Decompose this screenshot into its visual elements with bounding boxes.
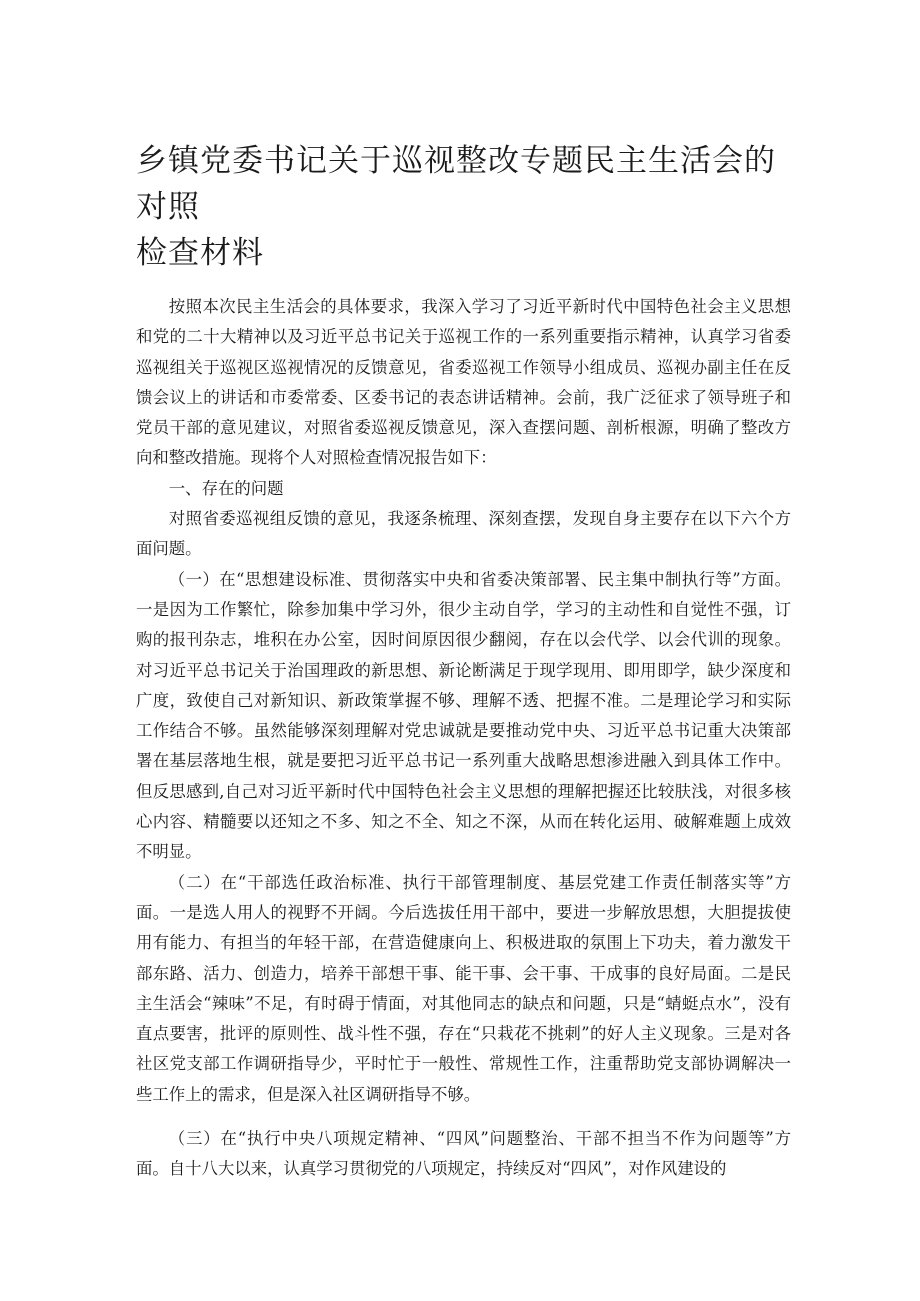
item-1-paragraph: （一）在“思想建设标准、贯彻落实中央和省委决策部署、民主集中制执行等”方面。一是因为工作繁忙，除参加集中学习外，很少主动自学，学习的主动性和自觉性不强，订购的报刊杂志，堆积在办公室，因时间原因很少翻阅，存在以会代学、以会代训的现象。对习近平总书记关于治国理政的新思想、新论断满足于现学现用、即用即学，缺少深度和广度，致使自己对新知识、新政策掌握不够、理解不透、把握不准。二是理论学习和实际工作结合不够。虽然能够深刻理解对党忠诚就是要推动党中央、习近平总书记重大决策部署在基层落地生根，就是要把习近平总书记一系列重大战略思想渗进融入到具体工作中。但反思感到,自己对习近平新时代中国特色社会主义思想的理解把握还比较肤浅，对很多核心内容、精髓要以还知之不多、知之不全、知之不深，从而在转化运用、破解难题上成效不明显。 [136,569,791,862]
item-3-paragraph: （三）在“执行中央八项规定精神、“四风”问题整治、干部不担当不作为问题等”方面。自十八大以来，认真学习贯彻党的八项规定，持续反对“四风”，对作风建设的 [136,1129,791,1179]
item-2-paragraph: （二）在“干部选任政治标准、执行干部管理制度、基层党建工作责任制落实等”方面。一是选人用人的视野不开阔。今后选拔任用干部中，要进一步解放思想，大胆提拔使用有能力、有担当的年轻干部，在营造健康向上、积极进取的氛围上下功夫，着力激发干部东路、活力、创造力，培养干部想干事、能干事、会干事、干成事的良好局面。二是民主生活会“辣味”不足，有时碍于情面，对其他同志的缺点和问题，只是“蜻蜓点水”，没有直点要害，批评的原则性、战斗性不强，存在“只栽花不挑刺”的好人主义现象。三是对各社区党支部工作调研指导少，平时忙于一般性、常规性工作，注重帮助党支部协调解决一些工作上的需求，但是深入社区调研指导不够。 [136,872,791,1104]
document-page [136,138,791,1185]
section-intro-paragraph: 对照省委巡视组反馈的意见，我逐条梳理、深刻查摆，发现自身主要存在以下六个方面问题。 [136,509,791,559]
title-line-1: 乡镇党委书记关于巡视整改专题民主生活会的对照 [136,143,776,225]
paragraph-gap [136,1110,791,1124]
title-line-2: 检查材料 [136,235,264,271]
section-heading-problems: 一、存在的问题 [168,478,284,498]
document-title [136,138,791,276]
intro-paragraph: 按照本次民主生活会的具体要求，我深入学习了习近平新时代中国特色社会主义思想和党的二十大精神以及习近平总书记关于巡视工作的一系列重要指示精神，认真学习省委巡视组关于巡视区巡视情况的反馈意见，省委巡视工作领导小组成员、巡视办副主任在反馈会议上的讲话和市委常委、区委书记的表态讲话精神。会前，我广泛征求了领导班子和党员干部的意见建议，对照省委巡视反馈意见，深入查摆问题、剖析根源，明确了整改方向和整改措施。现将个人对照检查情况报告如下： [136,297,791,468]
